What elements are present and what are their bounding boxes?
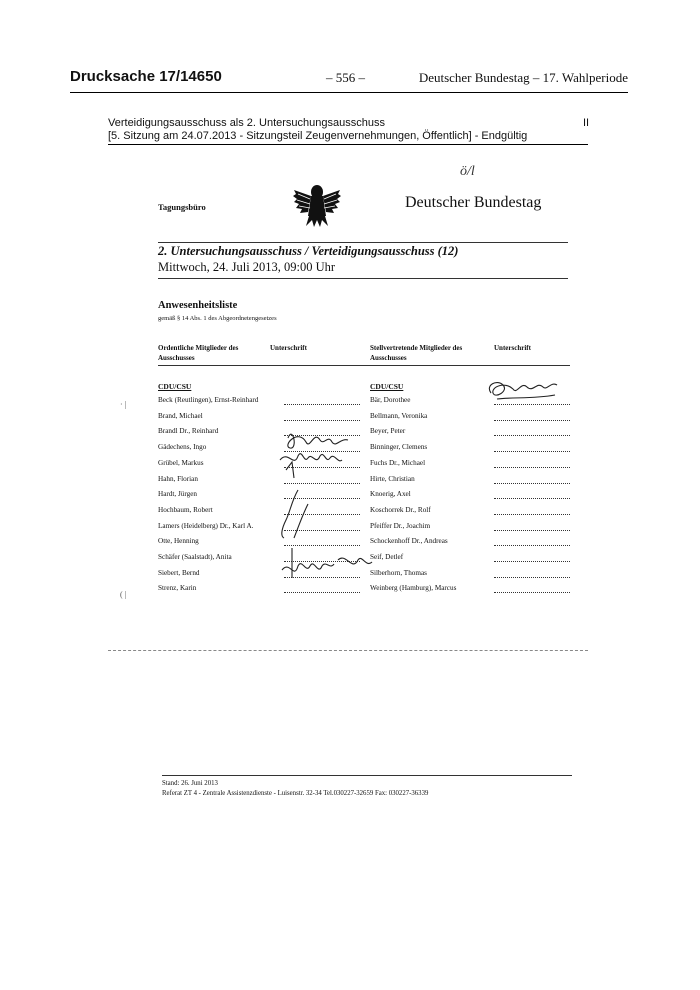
deputy-member-name: Hirte, Christian	[370, 474, 415, 483]
list-title: Anwesenheitsliste	[158, 300, 238, 311]
committee-title: 2. Untersuchungsausschuss / Verteidigungsausschuss (12)	[158, 244, 459, 258]
signature-line-deputy	[494, 498, 570, 499]
deputy-member-name: Silberhorn, Thomas	[370, 568, 427, 577]
deputy-member-name: Schockenhoff Dr., Andreas	[370, 537, 448, 546]
scan-divider-top	[158, 242, 568, 243]
scanned-attendance-sheet	[108, 150, 588, 820]
column-header-signature-deputy: Unterschrift	[494, 344, 531, 352]
margin-mark: ( |	[120, 590, 127, 599]
margin-mark: · |	[120, 400, 127, 409]
deputy-member-name: Bär, Dorothee	[370, 396, 411, 404]
scan-divider-bottom	[158, 278, 568, 279]
session-divider	[108, 144, 588, 145]
signature-line	[284, 592, 360, 593]
regular-member-name: Otte, Henning	[158, 537, 199, 546]
signature-line-deputy	[494, 483, 570, 484]
page-separator	[108, 650, 588, 651]
regular-member-name: Lamers (Heidelberg) Dr., Karl A.	[158, 521, 254, 530]
signature-line-deputy	[494, 577, 570, 578]
section-roman-numeral: II	[583, 117, 590, 129]
deputy-member-name: Beyer, Peter	[370, 427, 406, 436]
regular-member-name: Strenz, Karin	[158, 584, 197, 593]
legal-basis: gemäß § 14 Abs. 1 des Abgeordnetengesetzes	[158, 315, 277, 322]
party-label-deputy: CDU/CSU	[370, 382, 404, 391]
signature-line-deputy	[494, 514, 570, 515]
bundestag-title: Deutscher Bundestag	[405, 194, 542, 211]
regular-member-name: Grübel, Markus	[158, 458, 204, 467]
deputy-member-name: Weinberg (Hamburg), Marcus	[370, 584, 457, 593]
signature-line-deputy	[494, 420, 570, 421]
regular-member-name: Brand, Michael	[158, 411, 203, 420]
office-label: Tagungsbüro	[158, 202, 206, 212]
deputy-member-name: Fuchs Dr., Michael	[370, 458, 426, 467]
header-divider	[70, 92, 628, 93]
signature-line-deputy	[494, 435, 570, 436]
page-number: – 556 –	[326, 70, 365, 85]
deputy-member-name: Bellmann, Veronika	[370, 411, 428, 420]
signature-line-deputy	[494, 561, 570, 562]
signature-line-deputy	[494, 467, 570, 468]
deputy-member-name: Knoerig, Axel	[370, 490, 411, 499]
session-subtitle: [5. Sitzung am 24.07.2013 - Sitzungsteil Zeugenvernehmungen, Öffentlich] - Endgültig	[108, 130, 528, 142]
regular-member-name: Beck (Reutlingen), Ernst-Reinhard	[158, 396, 259, 404]
handwritten-signature-deputy	[483, 375, 573, 405]
footer-divider	[162, 775, 572, 776]
deputy-member-name: Pfeiffer Dr., Joachim	[370, 521, 431, 530]
session-title: Verteidigungsausschuss als 2. Untersuchungsausschuss	[108, 117, 385, 129]
parliament-label: Deutscher Bundestag – 17. Wahlperiode	[418, 70, 628, 85]
federal-eagle-icon	[292, 182, 342, 228]
signature-line	[284, 404, 360, 405]
document-number: Drucksache 17/14650	[70, 68, 222, 85]
table-header-divider	[158, 365, 570, 366]
regular-member-name: Siebert, Bernd	[158, 568, 200, 577]
deputy-member-name: Binninger, Clemens	[370, 443, 428, 452]
regular-member-name: Hahn, Florian	[158, 474, 198, 483]
regular-member-name: Hardt, Jürgen	[158, 490, 197, 499]
footer-date: Stand: 26. Juni 2013	[162, 780, 218, 787]
deputy-member-name: Seif, Detlef	[370, 553, 404, 561]
handwritten-signatures	[268, 420, 378, 580]
deputy-member-name: Koschorrek Dr., Rolf	[370, 505, 431, 514]
footer-referat: Referat ZT 4 - Zentrale Assistenzdienste - Luisenstr. 32-34 Tel.030227-32659 Fax: 030227-36339	[162, 790, 429, 797]
signature-line-deputy	[494, 592, 570, 593]
signature-line-deputy	[494, 545, 570, 546]
column-header-regular: Ordentliche Mitglieder des Ausschusses	[158, 344, 239, 362]
regular-member-name: Gädechens, Ingo	[158, 443, 207, 452]
column-header-deputy: Stellvertretende Mitglieder des Ausschusses	[370, 344, 463, 362]
signature-line-deputy	[494, 530, 570, 531]
signature-line-deputy	[494, 451, 570, 452]
regular-member-name: Brandl Dr., Reinhard	[158, 427, 219, 436]
meeting-date: Mittwoch, 24. Juli 2013, 09:00 Uhr	[158, 260, 336, 274]
regular-member-name: Schäfer (Saalstadt), Anita	[158, 553, 232, 561]
regular-member-name: Hochbaum, Robert	[158, 505, 213, 514]
party-label: CDU/CSU	[158, 382, 192, 391]
handwritten-mark: ö/l	[460, 164, 475, 179]
column-header-signature: Unterschrift	[270, 344, 307, 352]
